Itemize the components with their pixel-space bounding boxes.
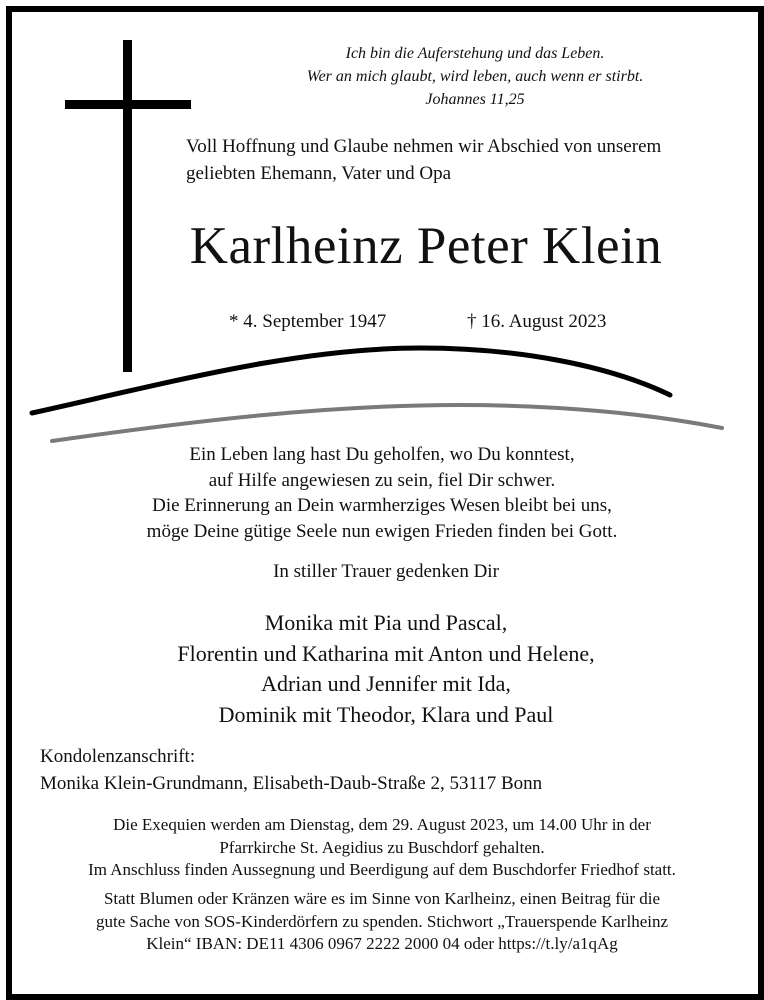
quote-source: Johannes 11,25 [425, 91, 525, 108]
deceased-name: Karlheinz Peter Klein [189, 217, 663, 275]
hill-line-grey [52, 405, 722, 441]
family-line: Adrian und Jennifer mit Ida, [261, 671, 511, 696]
service-info [0, 814, 764, 882]
service-line: Die Exequien werden am Dienstag, dem 29. August 2023, um 14.00 Uhr in der [113, 815, 651, 834]
condolence-address-line: Monika Klein-Grundmann, Elisabeth-Daub-Straße 2, 53117 Bonn [40, 773, 543, 794]
death-date: † 16. August 2023 [467, 311, 607, 332]
donation-line: gute Sache von SOS-Kinderdörfern zu spenden. Stichwort „Trauerspende Karlheinz [95, 911, 669, 931]
condolence-address [40, 743, 542, 797]
family-list [0, 608, 764, 730]
service-line: Pfarrkirche St. Aegidius zu Buschdorf gehalten. [219, 837, 545, 857]
verse-line: Ein Leben lang hast Du geholfen, wo Du konntest, [189, 444, 575, 465]
family-line: Dominik mit Theodor, Klara und Paul [218, 701, 554, 727]
service-line: Im Anschluss finden Aussegnung und Beerdigung auf dem Buschdorfer Friedhof statt. [88, 860, 676, 879]
donation-info [0, 888, 764, 956]
intro-line-2: geliebten Ehemann, Vater und Opa [186, 163, 452, 184]
verse-line: möge Deine gütige Seele nun ewigen Frieden finden bei Gott. [146, 520, 618, 542]
family-line: Monika mit Pia und Pascal, [264, 610, 508, 635]
verse-line: auf Hilfe angewiesen zu sein, fiel Dir schwer. [208, 469, 556, 491]
verse-line: Die Erinnerung an Dein warmherziges Wesen bleibt bei uns, [152, 495, 612, 516]
birth-date: * 4. September 1947 [229, 311, 387, 332]
memorial-verse [0, 442, 764, 544]
quote-line-1: Ich bin die Auferstehung und das Leben. [345, 45, 605, 62]
intro-text [186, 133, 661, 187]
intro-line-1: Voll Hoffnung und Glaube nehmen wir Abschied von unserem [186, 136, 662, 157]
donation-line: Klein“ IBAN: DE11 4306 0967 2222 2000 04 oder https://t.ly/a1qAg [146, 934, 618, 953]
family-line: Florentin und Katharina mit Anton und Helene, [177, 640, 595, 666]
donation-line: Statt Blumen oder Kränzen wäre es im Sinne von Karlheinz, einen Beitrag für die [103, 889, 661, 908]
bible-quote [0, 42, 764, 111]
condolence-label: Kondolenzanschrift: [40, 746, 196, 767]
quote-line-2: Wer an mich glaubt, wird leben, auch wenn er stirbt. [306, 68, 644, 85]
mourning-line: In stiller Trauer gedenken Dir [273, 561, 499, 582]
